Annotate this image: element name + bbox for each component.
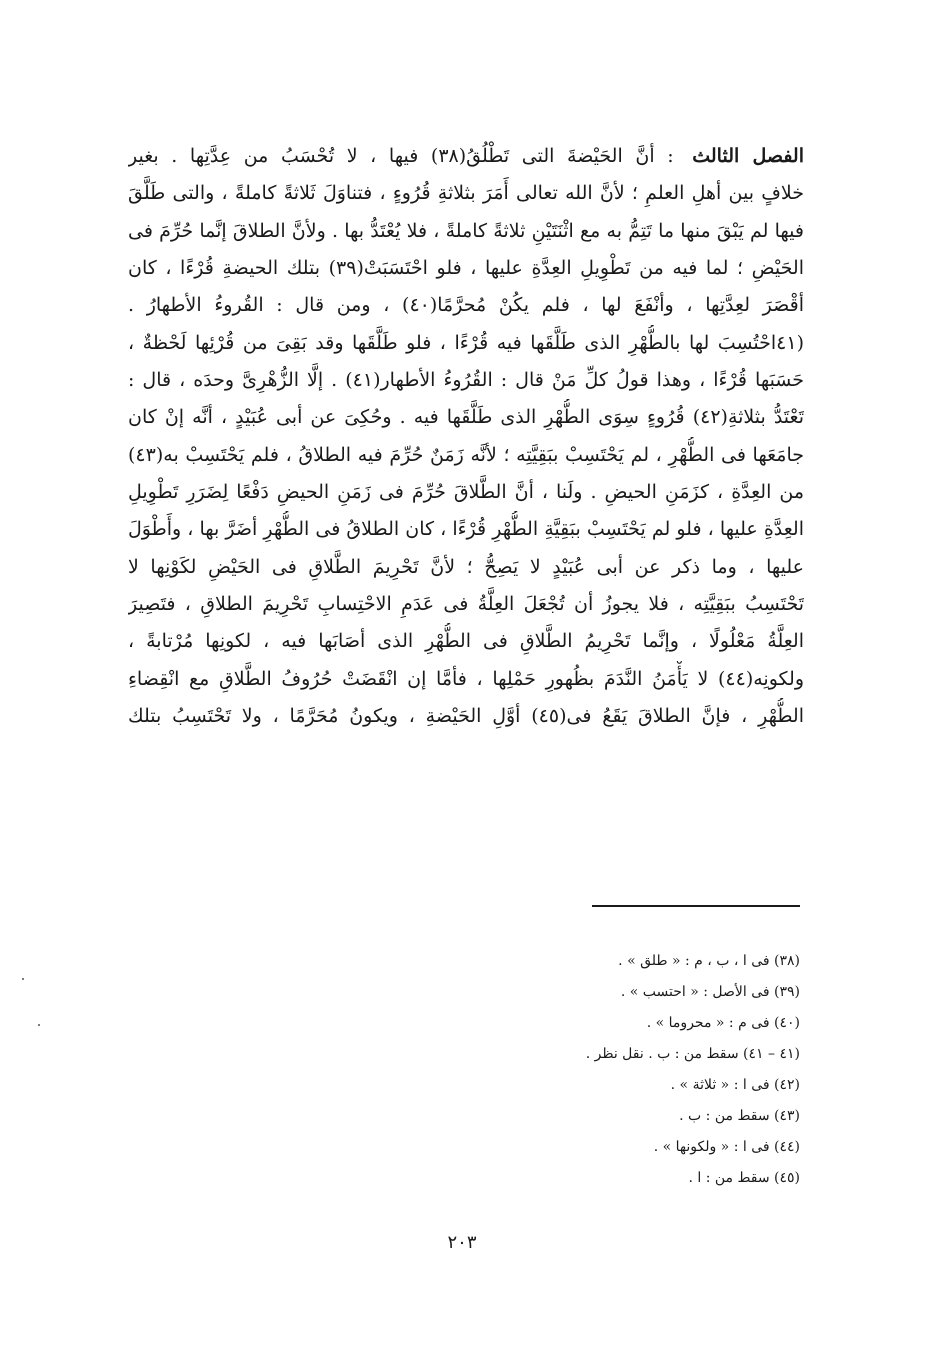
text-line: جامَعَها فى الطُّهْرِ ، لم يَحْتَسِبْ ببَقِيَّتِه ؛ لأنَّه زَمَنٌ حُرِّمَ فيه الطلاقُ ، فلم يَحْتَسِبْ به(٤٣) bbox=[128, 443, 804, 466]
footnote: (٤٠) فى م : « محروما » . bbox=[646, 1015, 800, 1031]
footnote: (٣٨) فى ا ، ب ، م : « طلق » . bbox=[618, 953, 800, 969]
scan-speck bbox=[22, 978, 24, 980]
text-line bbox=[128, 138, 804, 175]
section-heading: الفصل الثالث bbox=[692, 145, 804, 167]
main-text bbox=[128, 138, 804, 736]
footnote: (٤١ – ٤١) سقط من : ب . نقل نظر . bbox=[585, 1046, 800, 1062]
text-line: عليها ، وما ذكر عن أبى عُبَيْدٍ لا يَصِحُّ ؛ لأنَّ تَحْرِيمَ الطَّلاقِ فى الحَيْضِ لكَوْنِها لا bbox=[128, 555, 804, 578]
text-line: العِدَّةِ عليها ، فلو لم يَحْتَسِبْ ببَقِيَّةِ الطُّهْرِ قُرْءًا ، كان الطلاقُ فى الطُّهْرِ أضَرَّ بها ، وأَطْوَلَ bbox=[128, 518, 804, 541]
text-line: حَسَبَها قُرْءًا ، وهذا قولُ كلِّ مَنْ قال : القُرُوءُ الأطهار(٤١) . إلَّا الزُّهْرِىَّ وحدَه ، قال : bbox=[128, 369, 804, 392]
footnotes bbox=[380, 946, 800, 1194]
text-line: فيها لم يَبْقَ منها ما تَتِمُّ به مع اثْنَتَيْنِ ثلاثةً كاملةً ، فلا يُعْتَدُّ بها . ولأنَّ الطلاقَ إنَّما حُرِّمَ فى bbox=[128, 219, 804, 242]
text-line-content: : أنَّ الحَيْضةَ التى تَطْلُقُ(٣٨) فيها ، لا تُحْسَبُ من عِدَّتِها . بغير bbox=[128, 145, 687, 167]
text-line: الطُّهْرِ ، فإنَّ الطلاقَ يَقَعُ فى(٤٥) أوَّلِ الحَيْضةِ ، ويكونُ مُحَرَّمًا ، ولا تَحْتَسِبُ بتلك bbox=[128, 705, 804, 728]
footnote-divider bbox=[592, 905, 800, 907]
scan-speck bbox=[38, 1024, 40, 1026]
text-line: ولكونِه(٤٤) لا يَأْمَنُ النَّدَمَ بظُهورِ حَمْلِها ، فأمَّا إن انْقَضَتْ حُرُوفُ الطَّلاقِ مع انْقِضاءِ bbox=[128, 667, 804, 690]
page-number: ٢٠٣ bbox=[447, 1232, 477, 1253]
text-line: الحَيْضِ ؛ لما فيه من تَطْوِيلِ العِدَّةِ عليها ، فلو احْتَسَبَتْ(٣٩) بتلك الحيضةِ قُرْءًا ، كان bbox=[128, 257, 804, 280]
text-line: (٤١احْتُسِبَ لها بالطُّهْرِ الذى طَلَّقَها فيه قُرْءًا ، فلو طَلَّقَها وقد بَقِىَ من قُرْئِها لَحْظةٌ ، bbox=[128, 331, 804, 354]
footnote: (٤٣) سقط من : ب . bbox=[679, 1108, 800, 1124]
footnote: (٤٤) فى ا : « ولكونها » . bbox=[653, 1139, 800, 1155]
footnote: (٤٥) سقط من : ا . bbox=[688, 1170, 800, 1186]
text-line: خلافٍ بين أهلِ العلمِ ؛ لأنَّ الله تعالى أَمَرَ بثلاثةِ قُرُوءٍ ، فتناوَلَ ثَلاثةً كاملةً ، والتى طَلَّقَ bbox=[128, 182, 804, 205]
text-line: تَعْتَدُّ بثلاثةِ(٤٢) قُرُوءٍ سِوَى الطُّهْرِ الذى طَلَّقَها فيه . وحُكِىَ عن أبى عُبَيْدٍ ، أنَّه إنْ كان bbox=[128, 406, 804, 429]
text-line: أقْصَرَ لعِدَّتِها ، وأنْفَعَ لها ، فلم يكُنْ مُحرَّمًا(٤٠) ، ومن قال : القُروءُ الأطهارُ . bbox=[128, 294, 804, 317]
footnote: (٤٢) فى ا : « ثلاثة » . bbox=[670, 1077, 800, 1093]
text-line: تَحْتَسِبُ ببَقِيَّتِه ، فلا يجوزُ أن تُجْعَلَ العِلَّةُ فى عَدَمِ الاحْتِسابِ تَحْرِيمَ الطلاقِ ، فتَصِيرَ bbox=[128, 593, 804, 616]
text-line: من العِدَّةِ ، كزَمَنِ الحيضِ . ولَنا ، أنَّ الطَّلاقَ حُرِّمَ فى زَمَنِ الحيضِ دَفْعًا لِضَرَرِ تَطْوِيلِ bbox=[128, 481, 804, 504]
text-line: العِلَّةُ مَعْلُولًا ، وإنَّما تَحْرِيمُ الطَّلاقِ فى الطُّهْرِ الذى أصَابَها فيه ، لكونِها مُرْتابةً ، bbox=[128, 630, 804, 653]
footnote: (٣٩) فى الأصل : « احتسب » . bbox=[620, 984, 800, 1000]
